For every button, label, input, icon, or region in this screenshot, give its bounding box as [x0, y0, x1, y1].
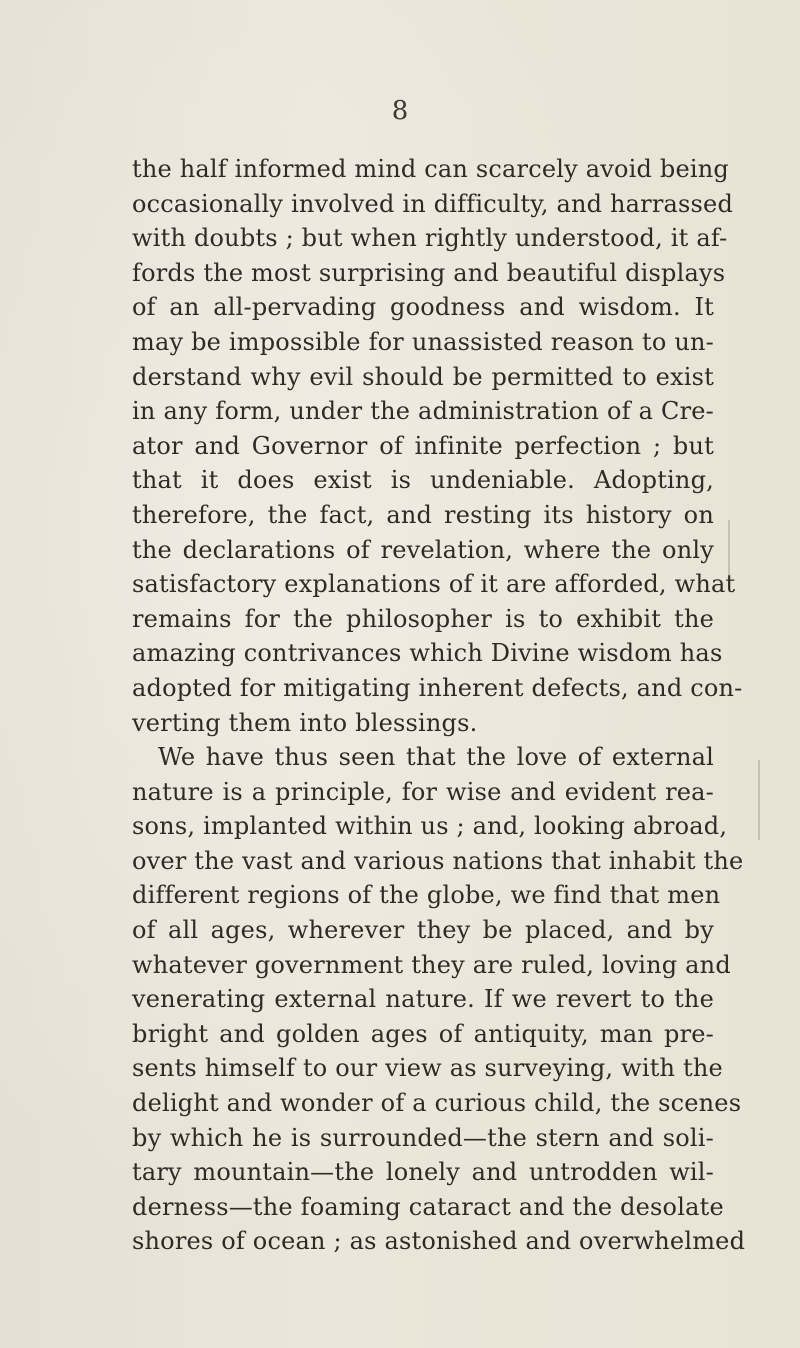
text-line: ator and Governor of infinite perfection ; but — [132, 431, 714, 460]
text-line: different regions of the globe, we find that men — [132, 881, 721, 910]
page-edge-shadow — [758, 760, 760, 840]
page-number: 8 — [391, 96, 409, 126]
text-line: delight and wonder of a curious child, the scenes — [132, 1089, 742, 1118]
paragraph-start-line: We have thus seen that the love of external — [158, 743, 714, 772]
text-line: sons, implanted within us ; and, looking abroad, — [132, 812, 728, 841]
paragraph-end-line: verting them into blessings. — [132, 708, 478, 737]
text-line: by which he is surrounded—the stern and soli- — [132, 1123, 714, 1152]
text-line: remains for the philosopher is to exhibit the — [132, 604, 714, 633]
text-line: over the vast and various nations that inhabit the — [132, 846, 744, 875]
text-line: adopted for mitigating inherent defects, and con- — [132, 673, 743, 702]
text-line: satisfactory explanations of it are afforded, what — [132, 570, 736, 599]
text-line: with doubts ; but when rightly understood, it af- — [132, 224, 728, 253]
text-line: amazing contrivances which Divine wisdom has — [132, 639, 723, 668]
text-line: that it does exist is undeniable. Adopting, — [132, 466, 714, 495]
text-line: derness—the foaming cataract and the desolate — [132, 1192, 724, 1221]
text-line: sents himself to our view as surveying, with the — [132, 1054, 723, 1083]
text-line: of an all-pervading goodness and wisdom. It — [132, 293, 714, 322]
text-line: the half informed mind can scarcely avoid being — [132, 155, 729, 183]
text-line: derstand why evil should be permitted to exist — [132, 362, 714, 391]
text-line: fords the most surprising and beautiful displays — [132, 258, 726, 287]
text-line: the declarations of revelation, where the only — [132, 535, 714, 564]
text-line: venerating external nature. If we revert to the — [132, 985, 714, 1014]
text-line: in any form, under the administration of a Cre- — [132, 397, 714, 426]
text-line: bright and golden ages of antiquity, man pre- — [132, 1019, 714, 1048]
page-edge-shadow — [728, 520, 730, 580]
text-line: whatever government they are ruled, loving and — [132, 950, 731, 979]
text-line: of all ages, wherever they be placed, and by — [132, 916, 714, 945]
text-line: nature is a principle, for wise and evident rea- — [132, 777, 714, 806]
body-text — [132, 152, 746, 1259]
text-line: occasionally involved in difficulty, and harrassed — [132, 189, 734, 218]
text-line: shores of ocean ; as astonished and overwhelmed — [132, 1227, 746, 1256]
text-line: therefore, the fact, and resting its history on — [132, 500, 714, 529]
text-line: tary mountain—the lonely and untrodden wil- — [132, 1158, 714, 1187]
text-line: may be impossible for unassisted reason to un- — [132, 327, 714, 356]
